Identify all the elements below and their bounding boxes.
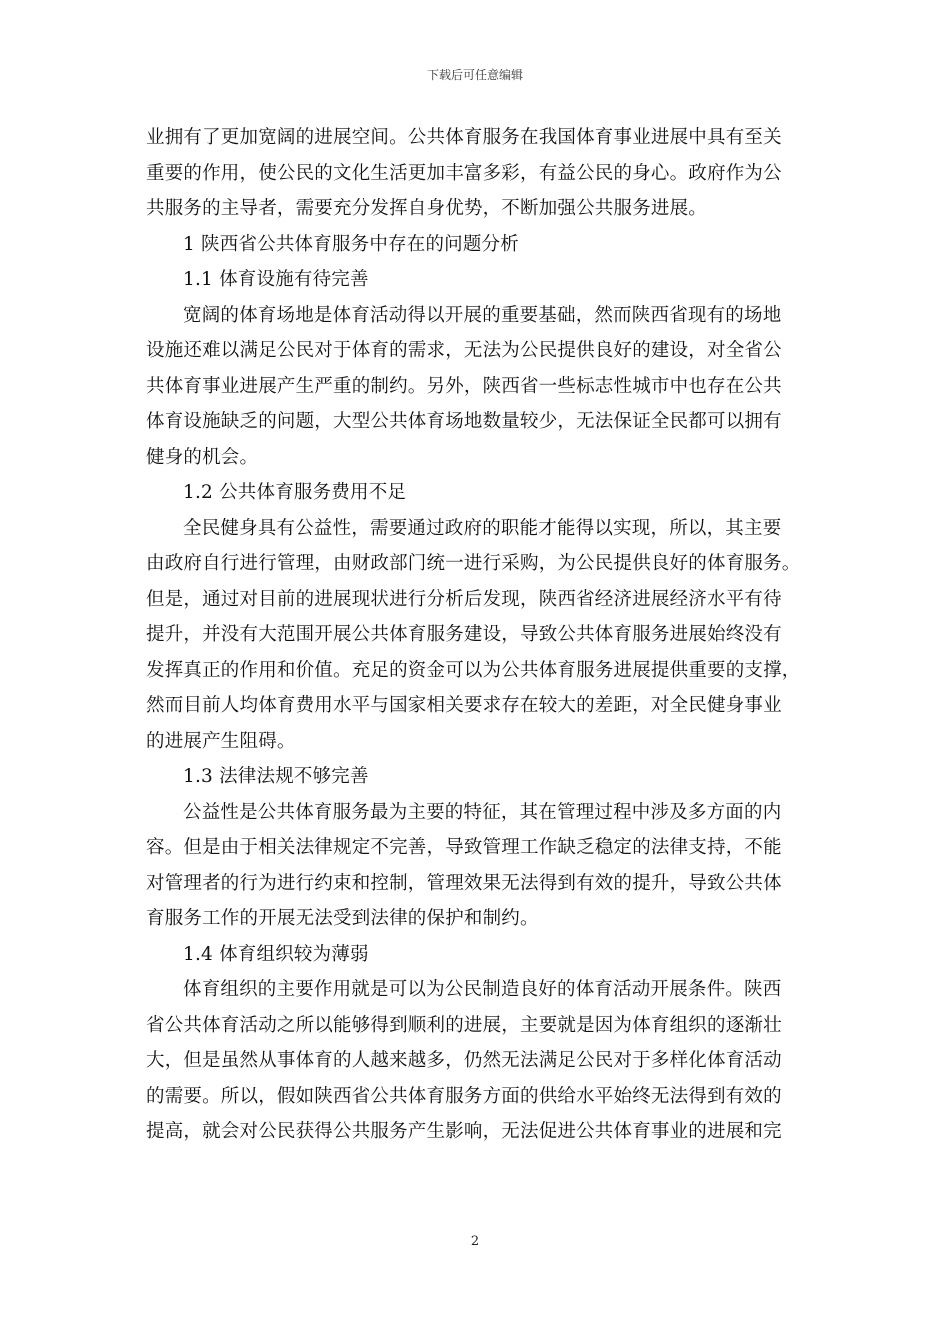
text-line: 提升，并没有大范围开展公共体育服务建设，导致公共体育服务进展始终没有 bbox=[146, 624, 782, 645]
page-header: 下载后可任意编辑 bbox=[426, 68, 523, 82]
text-line: 设施还难以满足公民对于体育的需求，无法为公民提供良好的建设，对全省公 bbox=[146, 340, 782, 361]
paragraph-start: 宽阔的体育场地是体育活动得以开展的重要基础，然而陕西省现有的场地 bbox=[183, 304, 782, 326]
text-line: 对管理者的行为进行约束和控制，管理效果无法得到有效的提升，导致公共体 bbox=[146, 872, 782, 894]
text-line: 共体育事业进展产生严重的制约。另外，陕西省一些标志性城市中也存在公共 bbox=[146, 375, 782, 397]
text-line: 容。但是由于相关法律规定不完善，导致管理工作缺乏稳定的法律支持，不能 bbox=[146, 837, 782, 858]
text-line: 重要的作用，使公民的文化生活更加丰富多彩，有益公民的身心。政府作为公 bbox=[146, 162, 782, 184]
paragraph-start: 体育组织的主要作用就是可以为公民制造良好的体育活动开展条件。陕西 bbox=[183, 979, 782, 1000]
text-line: 由政府自行进行管理，由财政部门统一进行采购，为公民提供良好的体育服务。 bbox=[146, 553, 801, 574]
subsection-heading: 1.4 体育组织较为薄弱 bbox=[183, 943, 369, 965]
text-line: 体育设施缺乏的问题，大型公共体育场地数量较少，无法保证全民都可以拥有 bbox=[146, 411, 782, 432]
text-line: 的需要。所以，假如陕西省公共体育服务方面的供给水平始终无法得到有效的 bbox=[146, 1085, 782, 1107]
paragraph-start: 公益性是公共体育服务最为主要的特征，其在管理过程中涉及多方面的内 bbox=[183, 801, 782, 823]
text-line: 业拥有了更加宽阔的进展空间。公共体育服务在我国体育事业进展中具有至关 bbox=[146, 127, 782, 148]
text-line: 大，但是虽然从事体育的人越来越多，仍然无法满足公民对于多样化体育活动 bbox=[146, 1050, 782, 1071]
text-line: 的进展产生阻碍。 bbox=[146, 730, 296, 752]
subsection-heading: 1.3 法律法规不够完善 bbox=[183, 766, 369, 787]
paragraph-start: 全民健身具有公益性，需要通过政府的职能才能得以实现，所以，其主要 bbox=[183, 517, 782, 539]
text-line: 共服务的主导者，需要充分发挥自身优势，不断加强公共服务进展。 bbox=[146, 198, 708, 219]
text-line: 提高，就会对公民获得公共服务产生影响，无法促进公共体育事业的进展和完 bbox=[146, 1121, 782, 1142]
section-heading: 1 陕西省公共体育服务中存在的问题分析 bbox=[183, 233, 519, 255]
text-line: 省公共体育活动之所以能够得到顺利的进展，主要就是因为体育组织的逐渐壮 bbox=[146, 1014, 782, 1036]
subsection-heading: 1.1 体育设施有待完善 bbox=[183, 269, 369, 290]
text-line: 发挥真正的作用和价值。充足的资金可以为公共体育服务进展提供重要的支撑， bbox=[146, 659, 801, 681]
body-text bbox=[146, 120, 810, 1150]
text-line: 但是，通过对目前的进展现状进行分析后发现，陕西省经济进展经济水平有待 bbox=[146, 588, 782, 610]
page-number: 2 bbox=[470, 1234, 480, 1249]
subsection-heading: 1.2 公共体育服务费用不足 bbox=[183, 482, 407, 503]
text-line: 育服务工作的开展无法受到法律的保护和制约。 bbox=[146, 908, 539, 929]
text-line: 健身的机会。 bbox=[146, 446, 259, 468]
text-line: 然而目前人均体育费用水平与国家相关要求存在较大的差距，对全民健身事业 bbox=[146, 695, 782, 716]
